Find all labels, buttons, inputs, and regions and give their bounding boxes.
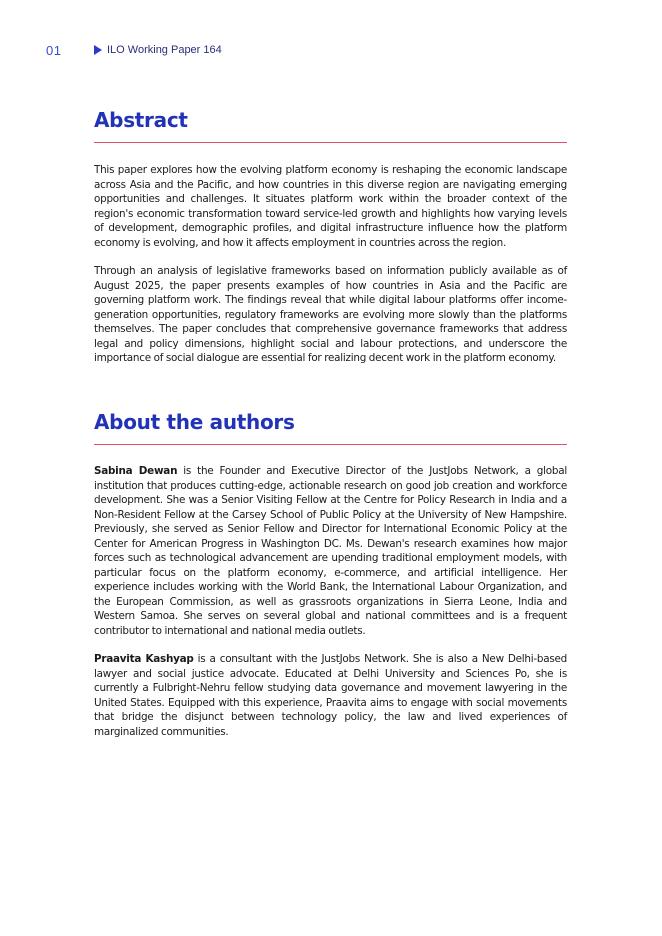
abstract-section (94, 108, 567, 143)
author-bio (94, 464, 567, 638)
abstract-paragraph: This paper explores how the evolving platform economy is reshaping the economic landscape across Asia and the Pacific, and how countries in this diverse region are navigating emerging opportunities and challenges. It situates platform work within the broader context of the region's economic transformation toward service-led growth and highlights how varying levels of development, demographic profiles, and digital infrastructure influence how the platform economy is evolving, and how it affects employment in countries across the region. (94, 164, 567, 249)
authors-section (94, 410, 567, 445)
section-divider (94, 444, 567, 445)
running-header (94, 44, 222, 56)
author-bio (94, 652, 567, 739)
play-arrow-icon (94, 45, 102, 55)
page-number: 01 (46, 43, 62, 58)
author-bio-text: is the Founder and Executive Director of the JustJobs Network, a global institution that produces cutting-edge, actionable research on good job creation and workforce development. She was a Senior Visiting Fellow at the Centre for Policy Research in India and a Non-Resident Fellow at the Carsey School of Public Policy at the University of New Hampshire. Previously, she served as Senior Fellow and Director for International Economic Policy at the Center for American Progress in Washington DC. Ms. Dewan's research examines how major forces such as technological advancement are upending traditional employment models, with particular focus on the platform economy, e-commerce, and artificial intelligence. Her experience includes working with the World Bank, the International Labour Organization, and the European Commission, as well as grassroots organizations in Sierra Leone, India and Western Samoa. She serves on several global and national committees and is a frequent contributor to international and national media outlets. (94, 465, 567, 637)
abstract-paragraph: Through an analysis of legislative frameworks based on information publicly available as of August 2025, the paper presents examples of how countries in Asia and the Pacific are governing platform work. The findings reveal that while digital labour platforms offer income-generation opportunities, regulatory frameworks are evolving more slowly than the platforms themselves. The paper concludes that comprehensive governance frameworks that address legal and policy dimensions, highlight social and labour protections, and underscore the importance of social dialogue are essential for realizing decent work in the platform economy. (94, 265, 567, 364)
author-name: Sabina Dewan (94, 465, 178, 477)
section-divider (94, 142, 567, 143)
abstract-heading: Abstract (94, 108, 188, 132)
series-title: ILO Working Paper 164 (107, 44, 222, 56)
authors-heading: About the authors (94, 410, 295, 434)
author-name: Praavita Kashyap (94, 653, 194, 665)
author-bio-text: is a consultant with the JustJobs Network. She is also a New Delhi-based lawyer and social justice advocate. Educated at Delhi University and Sciences Po, she is currently a Fulbright-Nehru fellow studying data governance and movement lawyering in the United States. Equipped with this experience, Praavita aims to engage with social movements that bridge the disjunct between technology policy, the law and lived experiences of marginalized communities. (94, 653, 568, 738)
